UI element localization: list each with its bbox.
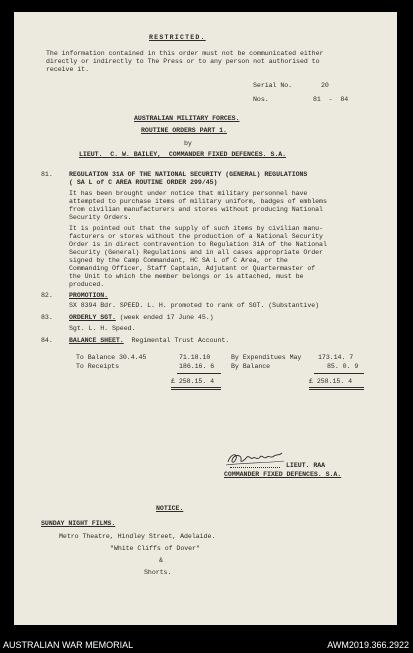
- signature-line: [230, 467, 280, 468]
- handwritten-signature: [224, 446, 288, 468]
- order-81-para-2-line-7: the Unit to which the member belongs or is attached, must be: [69, 273, 304, 280]
- notice-line-1: The information contained in this order must not be communicated either: [46, 50, 324, 57]
- notice-line-film: "White Cliffs of Dover": [110, 545, 200, 552]
- signature-title: COMMANDER FIXED DEFENCES. S.A.: [224, 471, 342, 478]
- notice-subheading: SUNDAY NIGHT FILMS.: [41, 520, 116, 527]
- order-82-heading: PROMOTION.: [69, 292, 109, 299]
- order-81-number: 81.: [41, 171, 53, 178]
- balance-left-total-rule-1: [171, 387, 221, 388]
- balance-row-1-right-label: By Expenditues May: [231, 354, 302, 361]
- balance-row-1-label: To Balance 30.4.45: [76, 354, 147, 361]
- order-84-number: 84.: [41, 337, 53, 344]
- order-81-heading-2: ( SA L of C AREA ROUTINE ORDER 299/45): [69, 179, 218, 186]
- balance-row-2-right-amount: 85. 0. 9: [327, 363, 359, 370]
- balance-right-total-rule-1: [309, 387, 364, 388]
- serial-value: 20: [321, 82, 329, 89]
- order-84-heading: BALANCE SHEET.: [69, 337, 124, 344]
- order-81-para-2-line-2: facturers or stores without the production of a National Security: [69, 233, 323, 240]
- order-83-heading-line: [69, 314, 214, 322]
- order-83-heading: ORDERLY SGT.: [69, 314, 116, 321]
- order-81-para-2-line-6: Commanding Officer, Staff Captain, Adjutant or Quartermaster of: [69, 265, 316, 272]
- caption-accession-number: AWM2019.366.2922: [327, 640, 409, 650]
- balance-left-total-rule-2: [171, 389, 221, 390]
- notice-line-2: directly or indirectly to The Press or to any person not authorised to: [46, 58, 320, 65]
- order-83-heading-suffix: (week ended 17 June 45.): [115, 314, 214, 321]
- order-83-number: 83.: [41, 314, 53, 321]
- balance-row-2-amount: 186.16. 6: [179, 363, 215, 370]
- order-81-para-1-line-1: It has been brought under notice that military personnel have: [69, 190, 308, 197]
- notice-line-3: receive it.: [46, 66, 89, 73]
- balance-right-total: £ 258.15. 4: [309, 378, 352, 385]
- order-81-para-1-line-3: from civilian manufacturers and stores without producing National: [69, 206, 323, 213]
- order-83-line: Sgt. L. H. Speed.: [69, 325, 136, 332]
- balance-left-total: £ 258.15. 4: [171, 378, 214, 385]
- title-line-4: LIEUT. C. W. BAILEY, COMMANDER FIXED DEFENCES. S.A.: [79, 151, 287, 158]
- notice-heading: NOTICE.: [156, 505, 184, 512]
- balance-row-1-amount: 71.18.10: [179, 354, 211, 361]
- nos-label: Nos.: [253, 96, 269, 103]
- order-84-heading-line: [69, 337, 229, 345]
- order-82-line: SX 8394 Bdr. SPEED. L. H. promoted to rank of SGT. (Substantive): [69, 302, 320, 309]
- serial-label: Serial No.: [253, 82, 293, 89]
- notice-line-venue: Metro Theatre, Hindley Street, Adelaide.: [59, 533, 216, 540]
- title-line-1: AUSTRALIAN MILITARY FORCES.: [134, 115, 240, 122]
- order-81-para-1-line-4: Security Orders.: [69, 214, 132, 221]
- order-81-para-2-line-4: Security (General) Regulations and in all cases appropriate Order: [69, 249, 323, 256]
- balance-right-rule: [314, 373, 364, 374]
- order-81-para-2-line-3: Order is in direct contravention to Regulation 31A of the National: [69, 241, 327, 248]
- notice-line-shorts: Shorts.: [144, 569, 172, 576]
- classification-heading: RESTRICTED.: [149, 34, 206, 41]
- balance-right-total-rule-2: [309, 389, 364, 390]
- balance-row-2-label: To Receipts: [76, 363, 119, 370]
- signature-rank: LIEUT. RAA: [286, 462, 326, 469]
- balance-row-1-right-amount: 173.14. 7: [318, 354, 354, 361]
- document-page: [14, 12, 397, 625]
- order-81-para-2-line-8: produced.: [69, 281, 105, 288]
- order-81-heading-1: REGULATION 31A OF THE NATIONAL SECURITY (GENERAL) REGULATIONS: [69, 171, 308, 178]
- order-82-number: 82.: [41, 292, 53, 299]
- title-line-3: by: [184, 140, 192, 147]
- notice-line-ampersand: &: [159, 557, 163, 564]
- title-line-2: ROUTINE ORDERS PART 1.: [141, 127, 227, 134]
- caption-institution: AUSTRALIAN WAR MEMORIAL: [3, 640, 134, 650]
- balance-left-rule: [177, 373, 221, 374]
- nos-value: 81 - 84: [313, 96, 349, 103]
- order-84-heading-suffix: Regimental Trust Account.: [123, 337, 230, 344]
- order-81-para-2-line-5: signed by the Camp Commandant, HC SA L of C Area, or the: [69, 257, 288, 264]
- order-81-para-2-line-1: It is pointed out that the supply of such items by civilian manu-: [69, 225, 323, 232]
- balance-row-2-right-label: By Balance: [231, 363, 271, 370]
- order-81-para-1-line-2: attempted to purchase items of military uniform, badges of emblems: [69, 198, 327, 205]
